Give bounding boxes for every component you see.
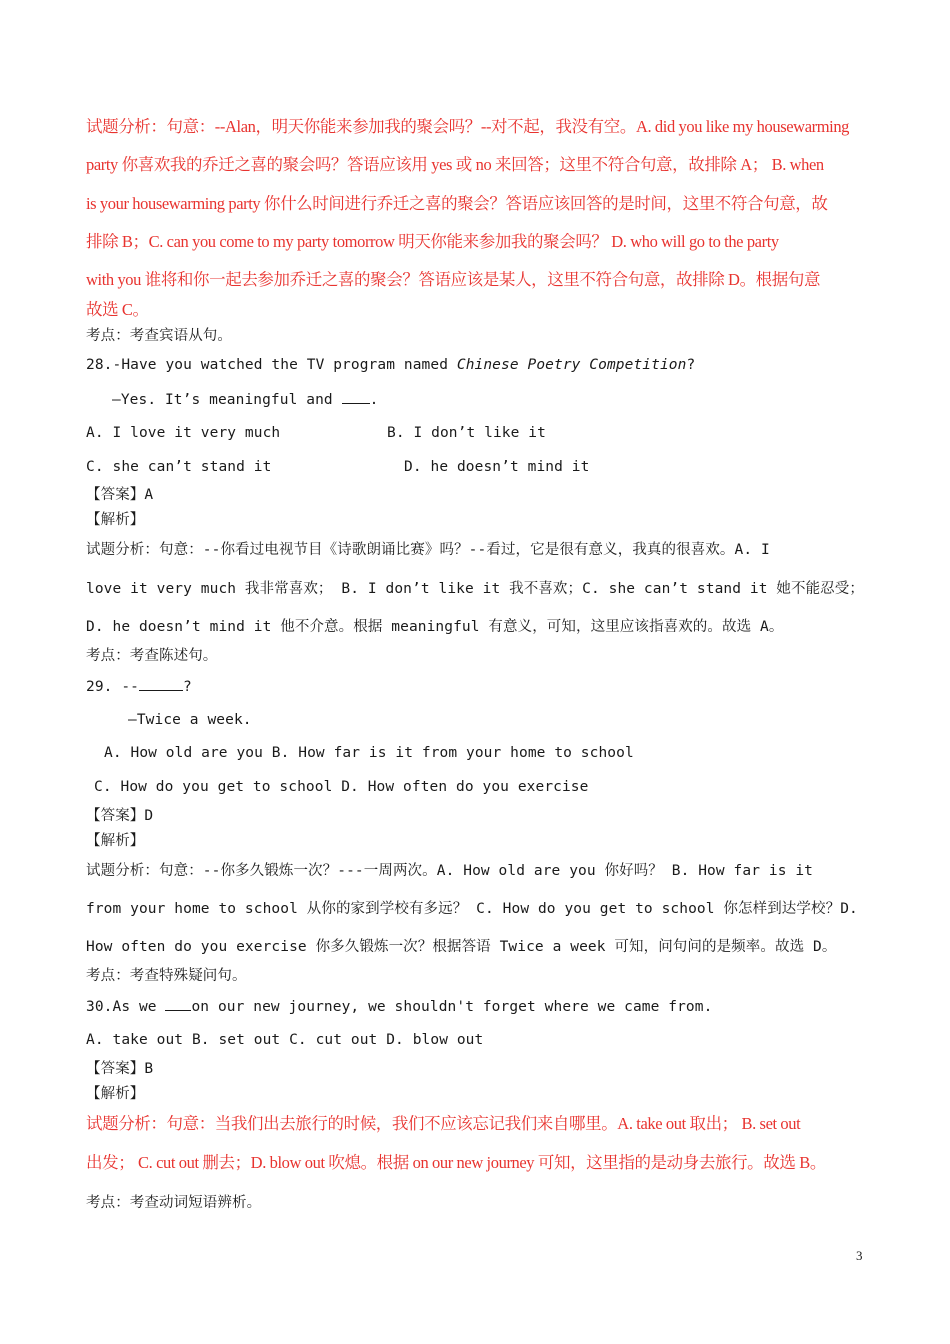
q29-blank: [139, 676, 183, 691]
q29-analysis-line-1: 试题分析：句意：--你多久锻炼一次？---一周两次。A. How old are you 你好吗？ B. How far is it: [86, 863, 814, 879]
q30-options: A. take out B. set out C. cut out D. blow out: [86, 1032, 484, 1048]
q28-option-b: B. I don’t like it: [387, 425, 546, 441]
q27-point: 考点：考查宾语从句。: [86, 328, 232, 344]
q30-analysis-line-1: 试题分析：句意：当我们出去旅行的时候，我们不应该忘记我们来自哪里。A. take out 取出； B. set out: [86, 1114, 801, 1133]
q28-blank: [342, 389, 370, 404]
q28-response: [112, 389, 378, 410]
q29-stem-suffix: ?: [182, 679, 192, 695]
page-number: 3: [856, 1248, 863, 1263]
q30-stem: [86, 996, 712, 1017]
q27-analysis-line-3: is your housewarming party 你什么时间进行乔迁之喜的聚会？答语应该回答的是时间，这里不符合句意，故: [86, 194, 828, 213]
q30-analysis-heading: 【解析】: [86, 1086, 145, 1102]
q29-options-line-2: C. How do you get to school D. How often do you exercise: [94, 779, 589, 795]
q28-answer: 【答案】A: [86, 487, 154, 503]
q29-analysis-heading: 【解析】: [86, 833, 145, 849]
q30-answer: 【答案】B: [86, 1061, 154, 1077]
q28-analysis-line-3: D. he doesn’t mind it 他不介意。根据 meaningful 有意义，可知，这里应该指喜欢的。故选 A。: [86, 619, 784, 635]
q28-analysis-heading: 【解析】: [86, 512, 145, 528]
q28-response-suffix: .: [369, 392, 379, 408]
q28-stem-prefix: 28.-Have you watched the TV program named: [86, 357, 457, 373]
q28-analysis-line-2: love it very much 我非常喜欢； B. I don’t like it 我不喜欢；C. she can’t stand it 她不能忍受；: [86, 581, 864, 597]
q28-stem-suffix: ?: [686, 357, 696, 373]
q29-point: 考点：考查特殊疑问句。: [86, 968, 247, 984]
q29-analysis-line-2: from your home to school 从你的家到学校有多远？ C. How do you get to school 你怎样到达学校？D.: [86, 901, 858, 917]
q29-options-line-1: A. How old are you B. How far is it from your home to school: [104, 745, 634, 761]
q30-stem-prefix: 30.As we: [86, 999, 166, 1015]
q29-answer: 【答案】D: [86, 808, 154, 824]
q27-analysis-line-4: 排除 B；C. can you come to my party tomorrow 明天你能来参加我的聚会吗？ D. who will go to the party: [86, 232, 779, 251]
q28-analysis-line-1: 试题分析：句意：--你看过电视节目《诗歌朗诵比赛》吗？--看过，它是很有意义，我真的很喜欢。A. I: [86, 542, 770, 558]
q28-option-a: A. I love it very much: [86, 425, 281, 441]
q27-analysis-line-6: 故选 C。: [86, 300, 149, 319]
q28-point: 考点：考查陈述句。: [86, 648, 218, 664]
q28-option-d: D. he doesn’t mind it: [404, 459, 590, 475]
q30-point: 考点：考查动词短语辨析。: [86, 1195, 262, 1211]
q28-response-prefix: —Yes. It’s meaningful and: [112, 392, 342, 408]
q30-blank: [165, 996, 191, 1011]
q28-option-c: C. she can’t stand it: [86, 459, 272, 475]
q30-stem-suffix: on our new journey, we shouldn't forget where we came from.: [191, 999, 713, 1015]
q28-stem: [86, 355, 695, 375]
q29-stem-prefix: 29. --: [86, 679, 139, 695]
q27-analysis-line-5: with you 谁将和你一起去参加乔迁之喜的聚会？答语应该是某人，这里不符合句意，故排除 D。根据句意: [86, 270, 821, 289]
q29-response: —Twice a week.: [128, 712, 252, 728]
q28-program-title: Chinese Poetry Competition: [456, 357, 687, 373]
q29-stem: [86, 676, 192, 697]
q27-analysis-line-2: party 你喜欢我的乔迁之喜的聚会吗？答语应该用 yes 或 no 来回答；这里不符合句意，故排除 A； B. when: [86, 155, 824, 174]
q29-analysis-line-3: How often do you exercise 你多久锻炼一次？根据答语 Twice a week 可知，问句问的是频率。故选 D。: [86, 939, 837, 955]
q27-analysis-line-1: 试题分析：句意：--Alan，明天你能来参加我的聚会吗？--对不起，我没有空。A. did you like my housewarming: [86, 117, 850, 136]
q30-analysis-line-2: 出发； C. cut out 删去；D. blow out 吹熄。根据 on our new journey 可知，这里指的是动身去旅行。故选 B。: [86, 1153, 826, 1172]
